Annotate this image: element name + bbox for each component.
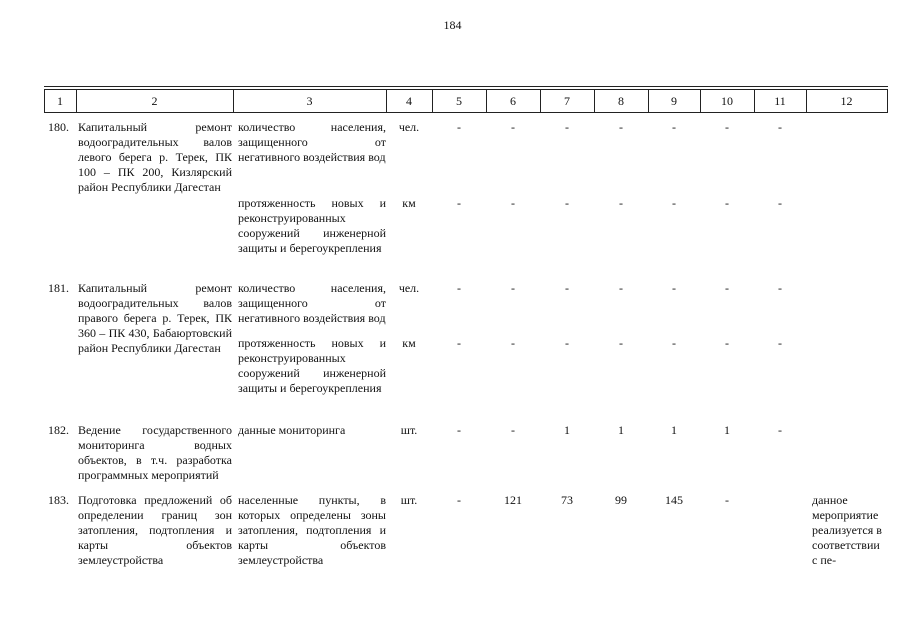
value-cell: -	[457, 120, 461, 134]
value-cell: -	[457, 196, 461, 210]
value-cell: -	[457, 281, 461, 295]
value-cell: -	[457, 336, 461, 350]
value-cell: 1	[671, 423, 677, 437]
indicator-label: количество населения, защищенного от негативного воздействия вод	[238, 120, 386, 164]
indicator-unit: км	[402, 336, 416, 350]
value-cell: -	[565, 281, 569, 295]
value-cell: -	[672, 281, 676, 295]
row-name: Ведение государственного мониторинга водных объектов, в т.ч. разработка программных мероприятий	[78, 423, 232, 482]
value-cell: -	[511, 281, 515, 295]
value-cell: -	[778, 196, 782, 210]
row-number: 182.	[48, 423, 69, 437]
page-number: 184	[443, 18, 462, 32]
col-header: 8	[618, 94, 624, 108]
value-cell: -	[565, 336, 569, 350]
value-cell: -	[619, 120, 623, 134]
value-cell: -	[778, 423, 782, 437]
col-header: 7	[564, 94, 570, 108]
row-name: Капитальный ремонт водооградительных валов правого берега р. Терек, ПК 360 – ПК 430, Бабаюртовский район Республики Дагестан	[78, 281, 232, 355]
col-header: 6	[510, 94, 516, 108]
indicator-unit: чел.	[398, 281, 420, 295]
col-divider	[887, 89, 888, 112]
value-cell: -	[778, 336, 782, 350]
header-top-rule	[44, 86, 888, 87]
indicator-label: населенные пункты, в которых определены зоны затопления, подтопления и карты объектов землеустройства	[238, 493, 386, 567]
col-header: 9	[671, 94, 677, 108]
row-name: Капитальный ремонт водооградительных валов левого берега р. Терек, ПК 100 – ПК 200, Кизлярский район Республики Дагестан	[78, 120, 232, 194]
value-cell: -	[511, 336, 515, 350]
value-cell: -	[511, 196, 515, 210]
value-cell: -	[511, 120, 515, 134]
col-header: 11	[774, 94, 786, 108]
indicator-label: протяженность новых и реконструированных сооружений инженерной защиты и берегоукрепления	[238, 336, 386, 395]
value-cell: -	[672, 120, 676, 134]
value-cell: -	[565, 120, 569, 134]
value-cell: -	[619, 196, 623, 210]
value-cell: -	[725, 336, 729, 350]
value-cell: -	[672, 336, 676, 350]
value-cell: 1	[724, 423, 730, 437]
value-cell: -	[565, 196, 569, 210]
col-header: 5	[456, 94, 462, 108]
col-header: 4	[406, 94, 412, 108]
header-bottom-rule	[44, 112, 888, 113]
indicator-unit: км	[402, 196, 416, 210]
value-cell: -	[619, 336, 623, 350]
col-header: 1	[57, 94, 63, 108]
row-number: 180.	[48, 120, 69, 134]
col-header: 10	[721, 94, 733, 108]
row-number: 183.	[48, 493, 69, 507]
value-cell: -	[619, 281, 623, 295]
value-cell: -	[457, 423, 461, 437]
value-cell: 1	[564, 423, 570, 437]
row-number: 181.	[48, 281, 69, 295]
indicator-unit: чел.	[398, 120, 420, 134]
indicator-unit: шт.	[400, 493, 418, 507]
row-name: Подготовка предложений об определении границ зон затопления, подтопления и карты объектов землеустройства	[78, 493, 232, 567]
value-cell: -	[725, 120, 729, 134]
value-cell: -	[725, 493, 729, 507]
col-header: 2	[151, 94, 158, 108]
value-cell: -	[457, 493, 461, 507]
value-cell: -	[778, 281, 782, 295]
value-cell: 1	[618, 423, 624, 437]
value-cell: 99	[615, 493, 627, 507]
value-cell: -	[725, 281, 729, 295]
value-cell: -	[725, 196, 729, 210]
indicator-label: протяженность новых и реконструированных сооружений инженерной защиты и берегоукрепления	[238, 196, 386, 255]
indicator-unit: шт.	[400, 423, 418, 437]
note-cell: данное мероприятие реализуется в соответствии с пе-	[812, 493, 882, 567]
col-header: 3	[306, 94, 313, 108]
value-cell: 73	[561, 493, 573, 507]
indicator-label: данные мониторинга	[238, 423, 346, 437]
value-cell: -	[672, 196, 676, 210]
value-cell: 121	[504, 493, 522, 507]
value-cell: -	[778, 120, 782, 134]
indicator-label: количество населения, защищенного от негативного воздействия вод	[238, 281, 386, 325]
value-cell: -	[511, 423, 515, 437]
value-cell: 145	[665, 493, 683, 507]
col-header: 12	[840, 94, 853, 108]
